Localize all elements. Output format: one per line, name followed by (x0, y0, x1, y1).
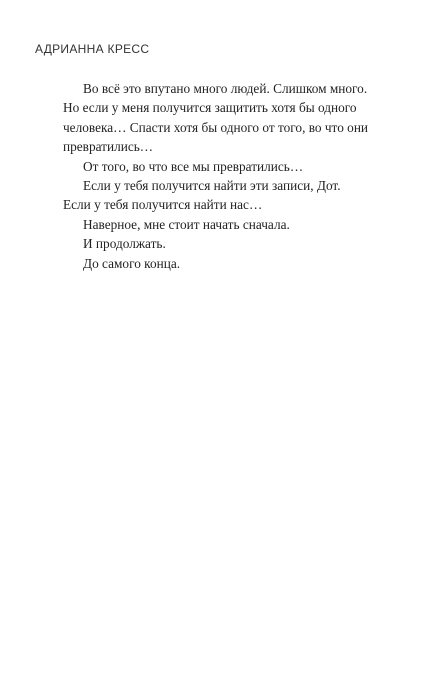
text-line: И продолжать. (83, 236, 166, 252)
text-line: От того, во что все мы превратились… (83, 158, 304, 174)
text-line: Во всё это впутано много людей. Слишком много. (83, 81, 368, 96)
text-line: Если у тебя получится найти нас… (63, 197, 263, 213)
text-line: превратились… (63, 139, 154, 155)
running-head-author: АДРИАННА КРЕСС (35, 42, 150, 56)
text-line: Если у тебя получится найти эти записи, Дот. (83, 177, 341, 193)
body-text (63, 79, 403, 273)
text-line: человека… Спасти хотя бы одного от того, во что они (63, 119, 369, 135)
text-line: До самого конца. (83, 255, 181, 271)
text-line: Наверное, мне стоит начать сначала. (83, 216, 290, 232)
text-line: Но если у меня получится защитить хотя бы одного (63, 100, 357, 116)
